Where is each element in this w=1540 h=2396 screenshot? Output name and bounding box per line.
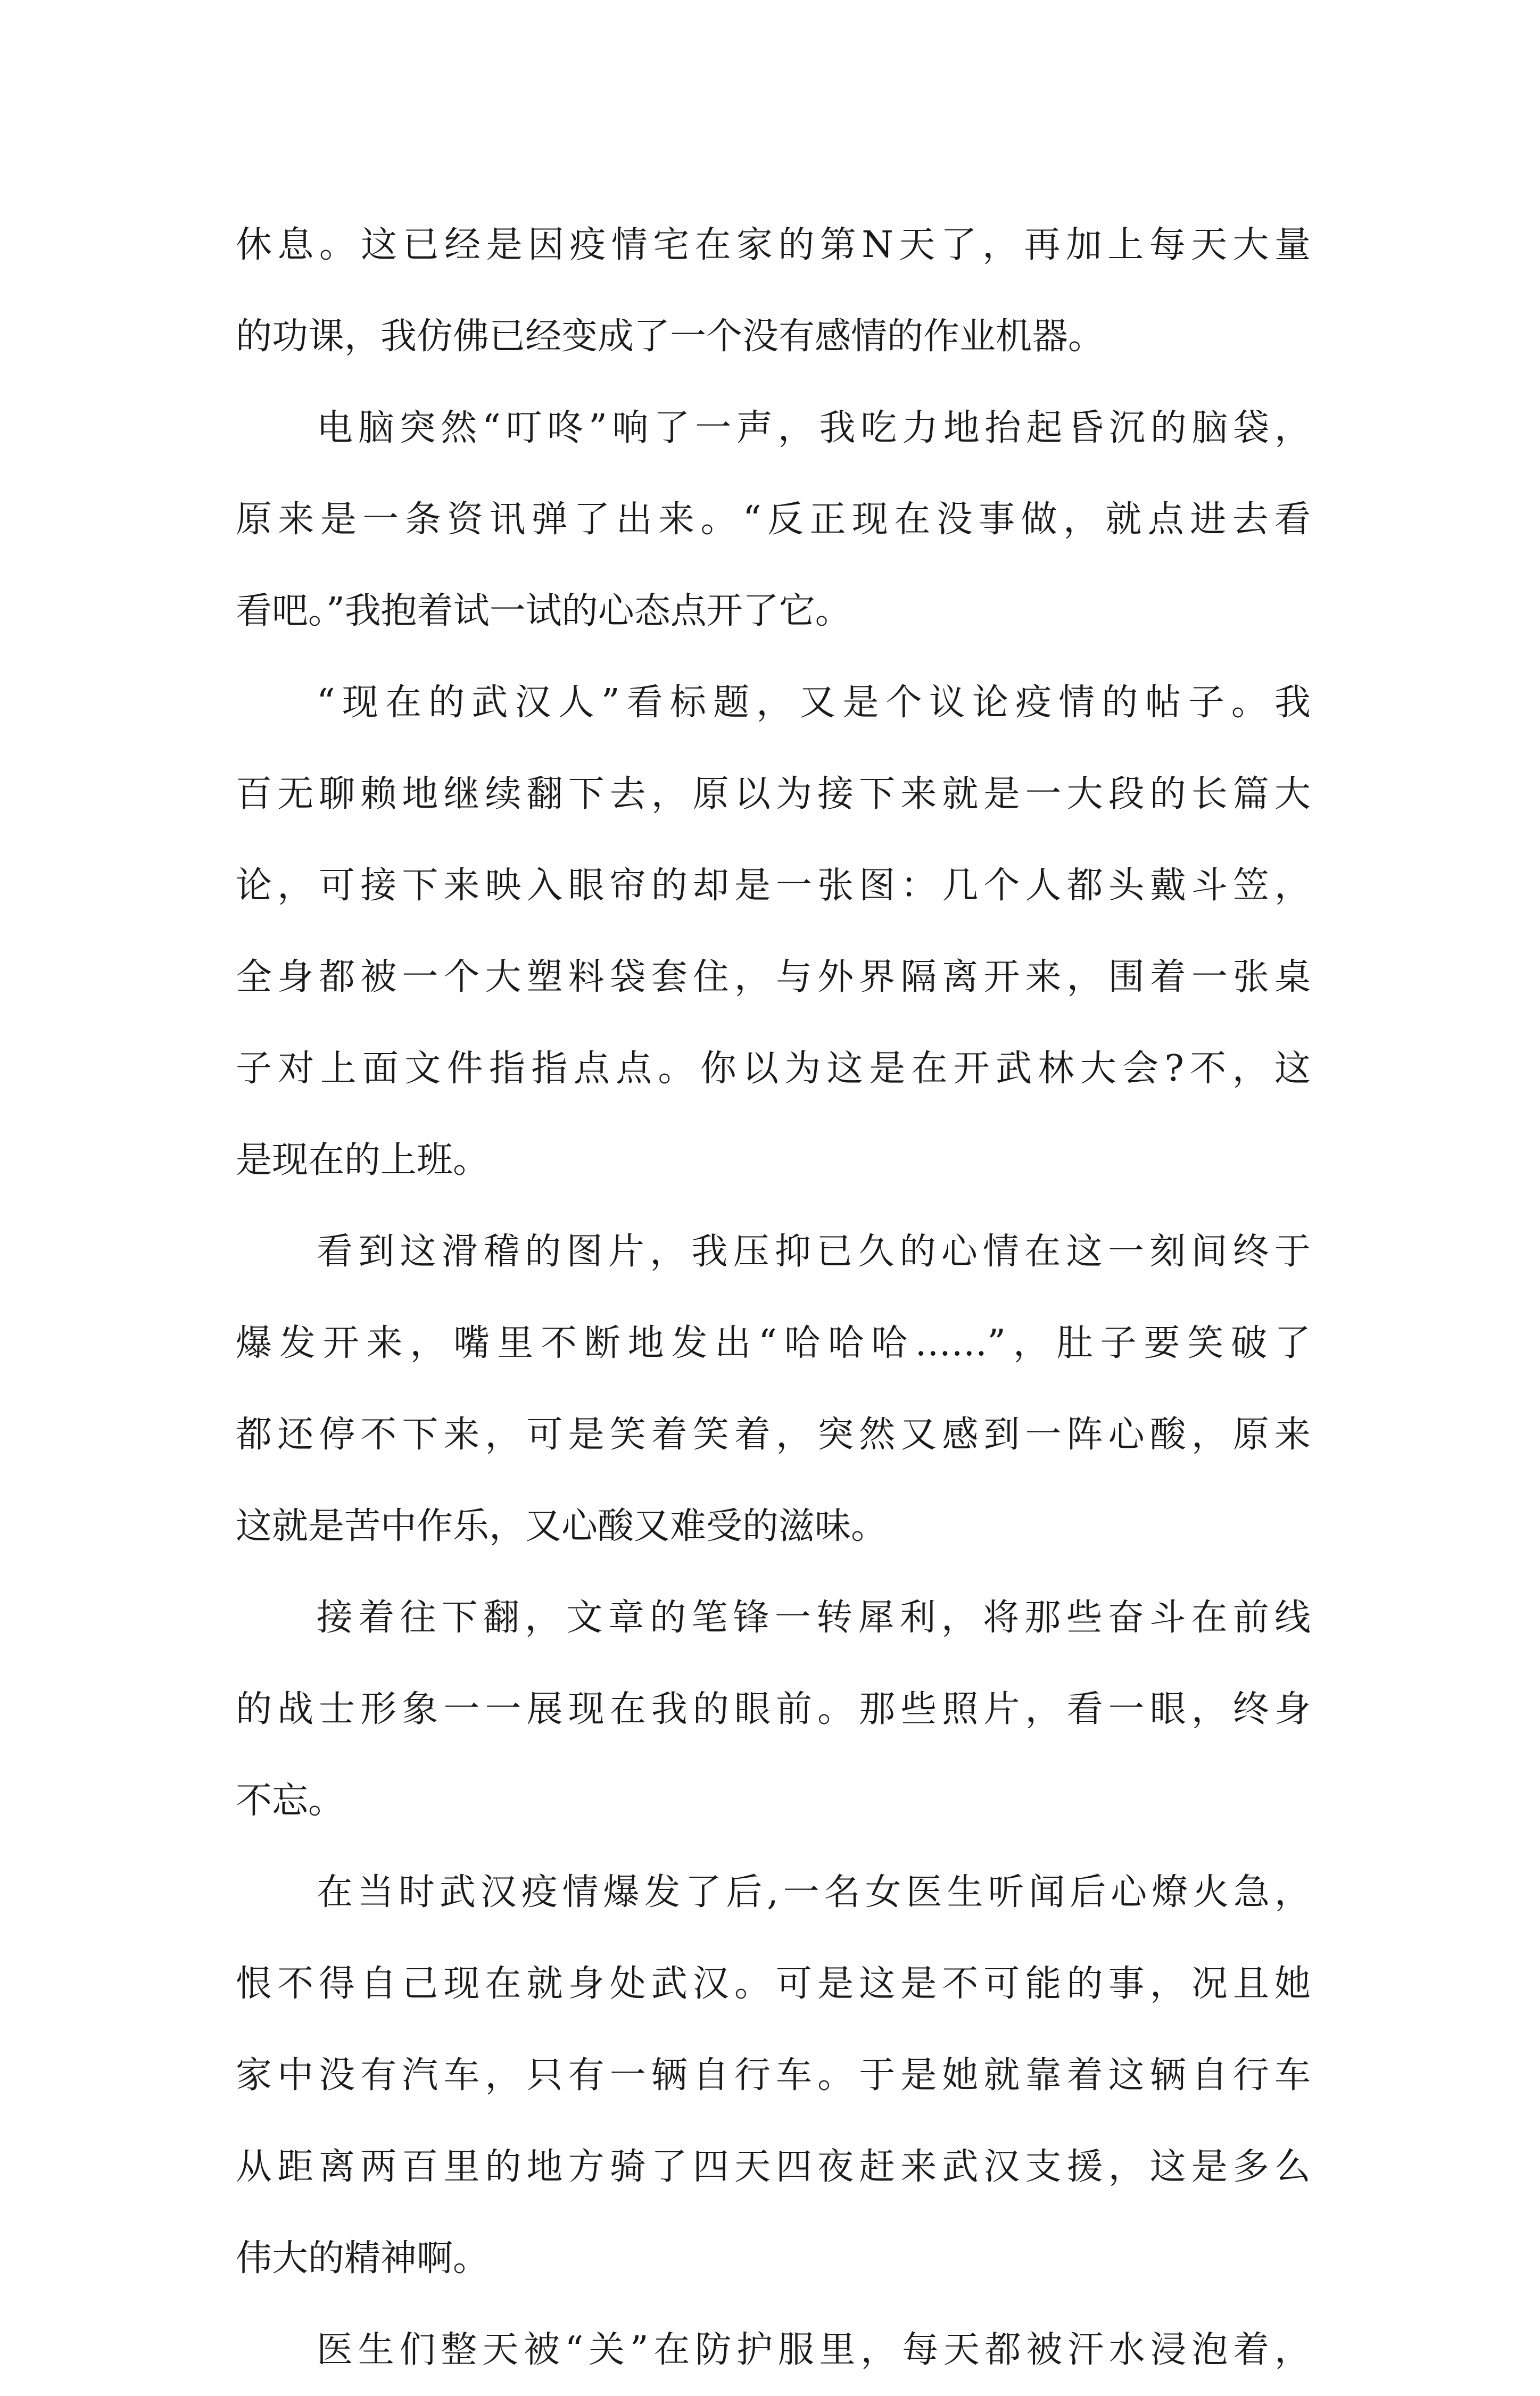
text-line: 看吧。”我抱着试一试的心态点开了它。 <box>236 590 851 632</box>
text-line: 休息。这已经是因疫情宅在家的第N天了，再加上每天大量 <box>236 224 1311 266</box>
text-line: 看到这滑稽的图片，我压抑已久的心情在这一刻间终于 <box>317 1231 1311 1273</box>
text-line: 这就是苦中作乐，又心酸又难受的滋味。 <box>236 1505 888 1547</box>
text-line: 恨不得自己现在就身处武汉。可是这是不可能的事，况且她 <box>236 1963 1311 2005</box>
text-line: 的战士形象一一展现在我的眼前。那些照片，看一眼，终身 <box>236 1688 1311 1730</box>
text-line: 全身都被一个大塑料袋套住，与外界隔离开来，围着一张桌 <box>236 956 1311 998</box>
text-line: 爆发开来，嘴里不断地发出“哈哈哈……”，肚子要笑破了 <box>236 1322 1311 1364</box>
text-line: 从距离两百里的地方骑了四天四夜赶来武汉支援，这是多么 <box>236 2146 1311 2188</box>
text-line: 的功课，我仿佛已经变成了一个没有感情的作业机器。 <box>236 316 1105 358</box>
text-line: 医生们整天被“关”在防护服里，每天都被汗水浸泡着， <box>317 2329 1311 2371</box>
essay-body <box>236 200 1311 2396</box>
text-line: 在当时武汉疫情爆发了后,一名女医生听闻后心燎火急， <box>317 1871 1311 1913</box>
text-line: 电脑突然“叮咚”响了一声，我吃力地抬起昏沉的脑袋， <box>317 407 1311 449</box>
text-line: 是现在的上班。 <box>236 1139 490 1181</box>
text-line: 子对上面文件指指点点。你以为这是在开武林大会?不，这 <box>236 1048 1311 1090</box>
text-line: 论，可接下来映入眼帘的却是一张图：几个人都头戴斗笠， <box>236 865 1311 907</box>
text-line: 家中没有汽车，只有一辆自行车。于是她就靠着这辆自行车 <box>236 2054 1311 2096</box>
text-line: 接着往下翻，文章的笔锋一转犀利，将那些奋斗在前线 <box>317 1597 1311 1639</box>
text-line: 百无聊赖地继续翻下去，原以为接下来就是一大段的长篇大 <box>236 773 1311 815</box>
text-line: 不忘。 <box>236 1780 345 1822</box>
text-line: 伟大的精神啊。 <box>236 2237 490 2279</box>
text-line: 都还停不下来，可是笑着笑着，突然又感到一阵心酸，原来 <box>236 1414 1311 1456</box>
text-line: 原来是一条资讯弹了出来。“反正现在没事做，就点进去看 <box>236 499 1311 541</box>
text-line: “现在的武汉人”看标题，又是个议论疫情的帖子。我 <box>317 682 1311 724</box>
